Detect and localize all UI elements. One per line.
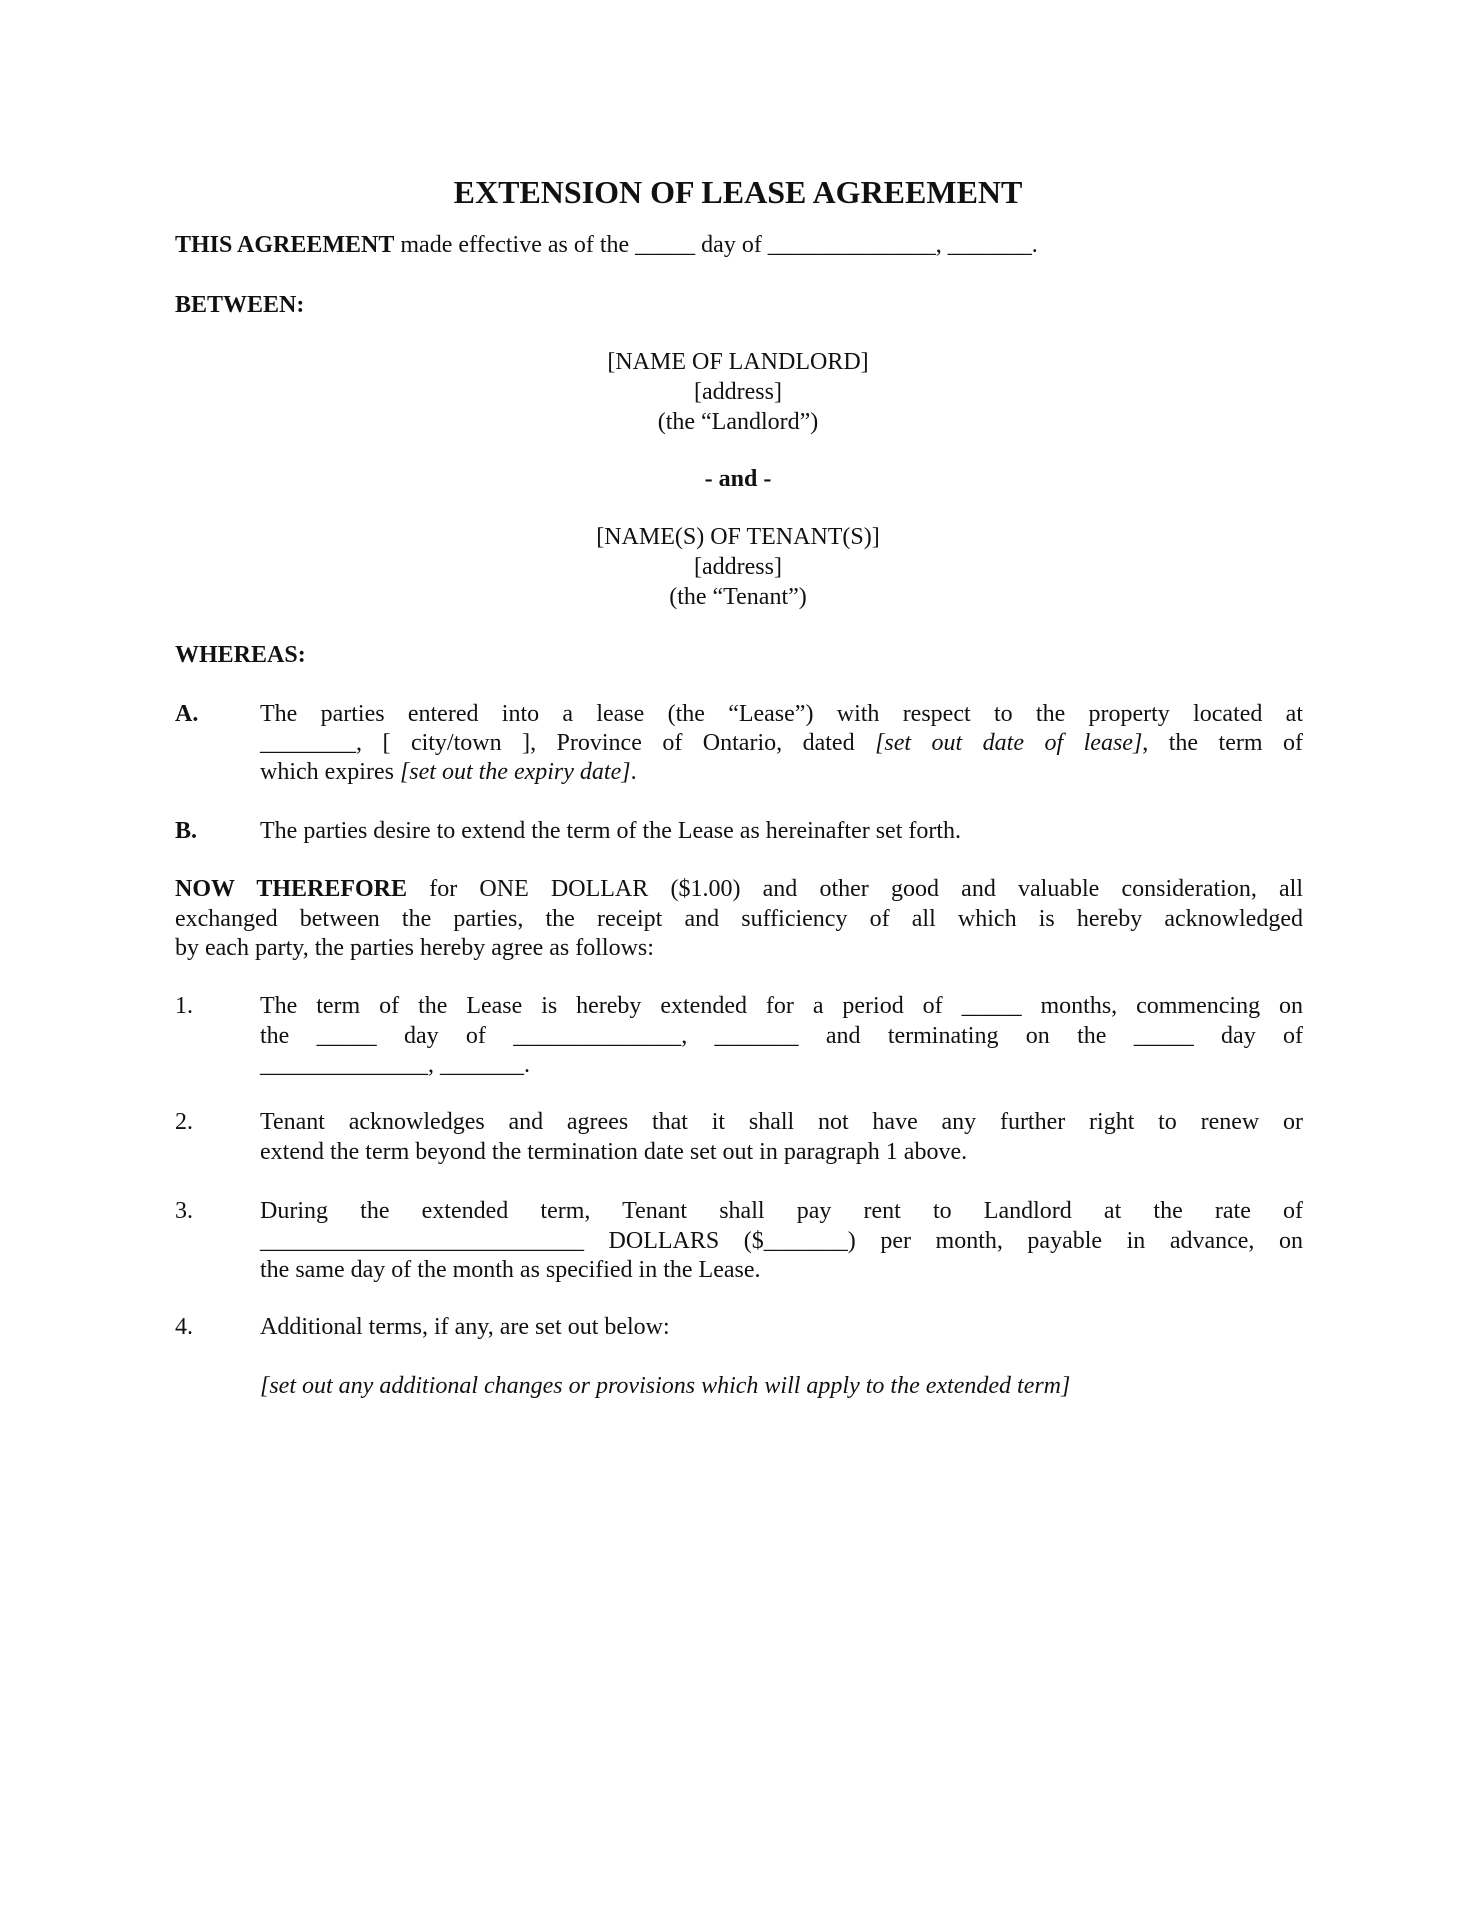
text: ________, [ city/town ], Province of Ontario, dated	[260, 730, 876, 756]
clause-4-label: 4.	[175, 1314, 193, 1340]
text: .	[630, 759, 637, 785]
recital-a-line	[260, 757, 1303, 787]
landlord-address: [address]	[694, 379, 782, 405]
intro-line	[175, 230, 1038, 260]
clause-3-line: the same day of the month as specified in the Lease.	[260, 1257, 761, 1283]
landlord-name: [NAME OF LANDLORD]	[607, 349, 869, 375]
intro-text: made effective as of the _____ day of ______________, _______.	[394, 232, 1038, 258]
clause-3-line: ___________________________ DOLLARS ($_______) per month, payable in advance, on	[260, 1228, 1303, 1254]
now-therefore-line	[175, 874, 1303, 904]
clause-3-line: During the extended term, Tenant shall pay rent to Landlord at the rate of	[260, 1198, 1303, 1224]
intro-lead: THIS AGREEMENT	[175, 232, 395, 258]
tenant-address: [address]	[694, 554, 782, 580]
recital-b-text: The parties desire to extend the term of the Lease as hereinafter set forth.	[260, 818, 962, 844]
clause-2-label: 2.	[175, 1109, 193, 1135]
between-label: BETWEEN:	[175, 292, 305, 318]
text: for ONE DOLLAR ($1.00) and other good and valuable consideration, all	[407, 876, 1304, 902]
clause-1-label: 1.	[175, 993, 193, 1019]
placeholder-lease-date: [set out date of lease]	[875, 730, 1143, 756]
text: , the term of	[1142, 730, 1304, 756]
additional-terms-placeholder: [set out any additional changes or provisions which will apply to the extended term]	[260, 1373, 1071, 1399]
clause-1-line: the _____ day of ______________, _______ and terminating on the _____ day of	[260, 1023, 1303, 1049]
recital-a-label: A.	[175, 701, 199, 727]
tenant-defined: (the “Tenant”)	[669, 584, 807, 610]
now-therefore-lead: NOW THEREFORE	[175, 876, 408, 902]
text: which expires	[260, 759, 400, 785]
clause-1-line: ______________, _______.	[260, 1052, 530, 1078]
clause-2-line: extend the term beyond the termination date set out in paragraph 1 above.	[260, 1139, 968, 1165]
recital-a-line	[260, 728, 1303, 758]
clause-4-line: Additional terms, if any, are set out below:	[260, 1314, 670, 1340]
clause-1-line: The term of the Lease is hereby extended for a period of _____ months, commencing on	[260, 993, 1303, 1019]
whereas-label: WHEREAS:	[175, 642, 306, 668]
now-therefore-line: by each party, the parties hereby agree as follows:	[175, 935, 654, 961]
recital-a-line: The parties entered into a lease (the “Lease”) with respect to the property located at	[260, 701, 1303, 727]
tenant-name: [NAME(S) OF TENANT(S)]	[596, 524, 880, 550]
clause-3-label: 3.	[175, 1198, 193, 1224]
document-title: EXTENSION OF LEASE AGREEMENT	[453, 174, 1023, 210]
and-label: - and -	[704, 466, 772, 492]
landlord-defined: (the “Landlord”)	[657, 409, 819, 435]
now-therefore-line: exchanged between the parties, the receipt and sufficiency of all which is hereby acknowledged	[175, 906, 1303, 932]
recital-b-label: B.	[175, 818, 198, 844]
placeholder-expiry-date: [set out the expiry date]	[399, 759, 631, 785]
clause-2-line: Tenant acknowledges and agrees that it shall not have any further right to renew or	[260, 1109, 1303, 1135]
